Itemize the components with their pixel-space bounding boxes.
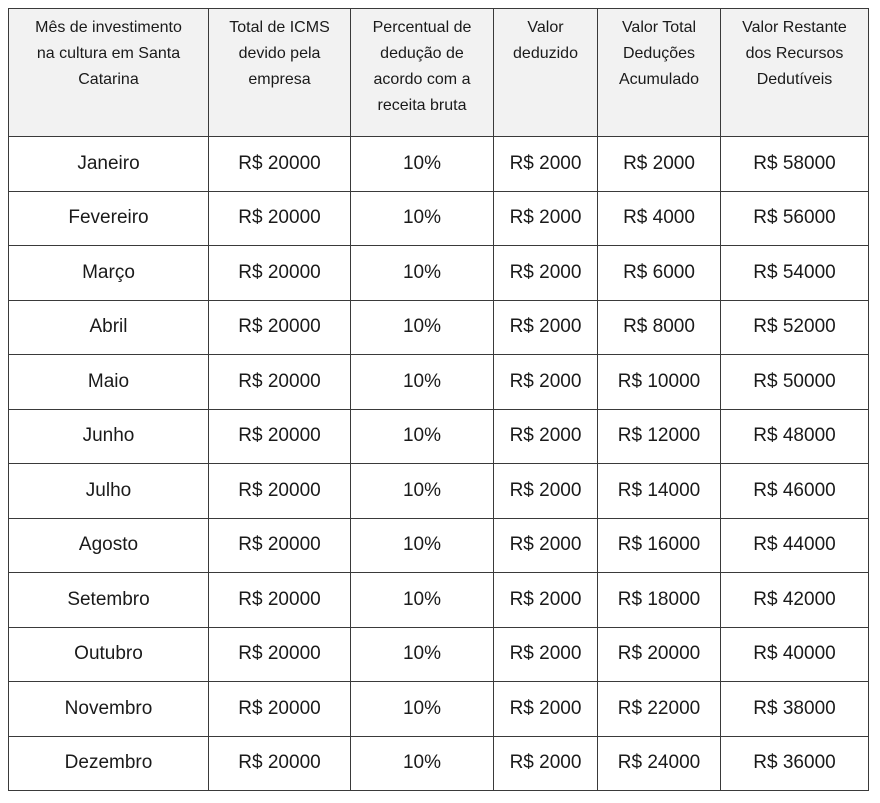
table-row <box>9 573 869 628</box>
cell-icms-total: R$ 20000 <box>209 246 351 301</box>
cell-icms-total: R$ 20000 <box>209 518 351 573</box>
cell-month: Junho <box>9 409 209 464</box>
cell-accumulated: R$ 16000 <box>598 518 721 573</box>
cell-accumulated: R$ 10000 <box>598 355 721 410</box>
cell-remaining: R$ 50000 <box>721 355 869 410</box>
cell-deducted: R$ 2000 <box>494 300 598 355</box>
cell-accumulated: R$ 14000 <box>598 464 721 519</box>
cell-accumulated: R$ 24000 <box>598 736 721 791</box>
cell-month: Fevereiro <box>9 191 209 246</box>
cell-percent: 10% <box>351 137 494 192</box>
table-row <box>9 736 869 791</box>
cell-month: Agosto <box>9 518 209 573</box>
cell-percent: 10% <box>351 573 494 628</box>
header-label-deducted: Valor deduzido <box>513 19 578 62</box>
cell-accumulated: R$ 20000 <box>598 627 721 682</box>
table-row <box>9 409 869 464</box>
header-row <box>9 9 869 137</box>
cell-deducted: R$ 2000 <box>494 137 598 192</box>
cell-month: Abril <box>9 300 209 355</box>
cell-deducted: R$ 2000 <box>494 736 598 791</box>
cell-month: Outubro <box>9 627 209 682</box>
cell-accumulated: R$ 8000 <box>598 300 721 355</box>
table-row <box>9 518 869 573</box>
header-cell-month <box>9 9 209 137</box>
cell-percent: 10% <box>351 464 494 519</box>
table-container <box>8 8 869 791</box>
cell-accumulated: R$ 6000 <box>598 246 721 301</box>
cell-icms-total: R$ 20000 <box>209 191 351 246</box>
header-label-accumulated: Valor Total Deduções Acumulado <box>618 19 700 88</box>
cell-remaining: R$ 44000 <box>721 518 869 573</box>
cell-remaining: R$ 48000 <box>721 409 869 464</box>
header-cell-percent <box>351 9 494 137</box>
table-row <box>9 627 869 682</box>
table-row <box>9 464 869 519</box>
cell-accumulated: R$ 18000 <box>598 573 721 628</box>
cell-month: Setembro <box>9 573 209 628</box>
cell-deducted: R$ 2000 <box>494 246 598 301</box>
cell-remaining: R$ 42000 <box>721 573 869 628</box>
icms-deduction-table <box>8 8 869 791</box>
cell-month: Dezembro <box>9 736 209 791</box>
cell-icms-total: R$ 20000 <box>209 464 351 519</box>
cell-deducted: R$ 2000 <box>494 355 598 410</box>
cell-percent: 10% <box>351 191 494 246</box>
cell-month: Março <box>9 246 209 301</box>
table-row <box>9 137 869 192</box>
cell-icms-total: R$ 20000 <box>209 355 351 410</box>
header-label-month: Mês de investimento na cultura em Santa Catarina <box>35 19 182 88</box>
cell-deducted: R$ 2000 <box>494 627 598 682</box>
table-header <box>9 9 869 137</box>
cell-icms-total: R$ 20000 <box>209 409 351 464</box>
cell-remaining: R$ 56000 <box>721 191 869 246</box>
cell-deducted: R$ 2000 <box>494 682 598 737</box>
cell-percent: 10% <box>351 409 494 464</box>
cell-remaining: R$ 38000 <box>721 682 869 737</box>
cell-icms-total: R$ 20000 <box>209 736 351 791</box>
header-label-remaining: Valor Restante dos Recursos Dedutíveis <box>742 19 847 88</box>
cell-percent: 10% <box>351 355 494 410</box>
cell-accumulated: R$ 22000 <box>598 682 721 737</box>
cell-deducted: R$ 2000 <box>494 518 598 573</box>
header-label-percent: Percentual de dedução de acordo com a receita bruta <box>372 19 472 114</box>
cell-accumulated: R$ 4000 <box>598 191 721 246</box>
header-cell-deducted <box>494 9 598 137</box>
header-cell-icms-total <box>209 9 351 137</box>
table-row <box>9 300 869 355</box>
cell-icms-total: R$ 20000 <box>209 137 351 192</box>
cell-accumulated: R$ 2000 <box>598 137 721 192</box>
cell-percent: 10% <box>351 736 494 791</box>
cell-icms-total: R$ 20000 <box>209 573 351 628</box>
cell-month: Julho <box>9 464 209 519</box>
header-cell-remaining <box>721 9 869 137</box>
cell-percent: 10% <box>351 300 494 355</box>
table-row <box>9 682 869 737</box>
cell-deducted: R$ 2000 <box>494 573 598 628</box>
cell-percent: 10% <box>351 246 494 301</box>
cell-deducted: R$ 2000 <box>494 409 598 464</box>
cell-percent: 10% <box>351 518 494 573</box>
header-label-icms-total: Total de ICMS devido pela empresa <box>229 19 330 88</box>
cell-remaining: R$ 54000 <box>721 246 869 301</box>
cell-deducted: R$ 2000 <box>494 191 598 246</box>
table-row <box>9 246 869 301</box>
cell-percent: 10% <box>351 627 494 682</box>
cell-icms-total: R$ 20000 <box>209 682 351 737</box>
table-row <box>9 355 869 410</box>
cell-deducted: R$ 2000 <box>494 464 598 519</box>
cell-remaining: R$ 58000 <box>721 137 869 192</box>
cell-accumulated: R$ 12000 <box>598 409 721 464</box>
cell-remaining: R$ 46000 <box>721 464 869 519</box>
cell-icms-total: R$ 20000 <box>209 300 351 355</box>
cell-month: Novembro <box>9 682 209 737</box>
table-row <box>9 191 869 246</box>
cell-remaining: R$ 40000 <box>721 627 869 682</box>
cell-icms-total: R$ 20000 <box>209 627 351 682</box>
table-body <box>9 137 869 791</box>
cell-month: Maio <box>9 355 209 410</box>
cell-remaining: R$ 52000 <box>721 300 869 355</box>
cell-month: Janeiro <box>9 137 209 192</box>
header-cell-accumulated <box>598 9 721 137</box>
cell-remaining: R$ 36000 <box>721 736 869 791</box>
cell-percent: 10% <box>351 682 494 737</box>
